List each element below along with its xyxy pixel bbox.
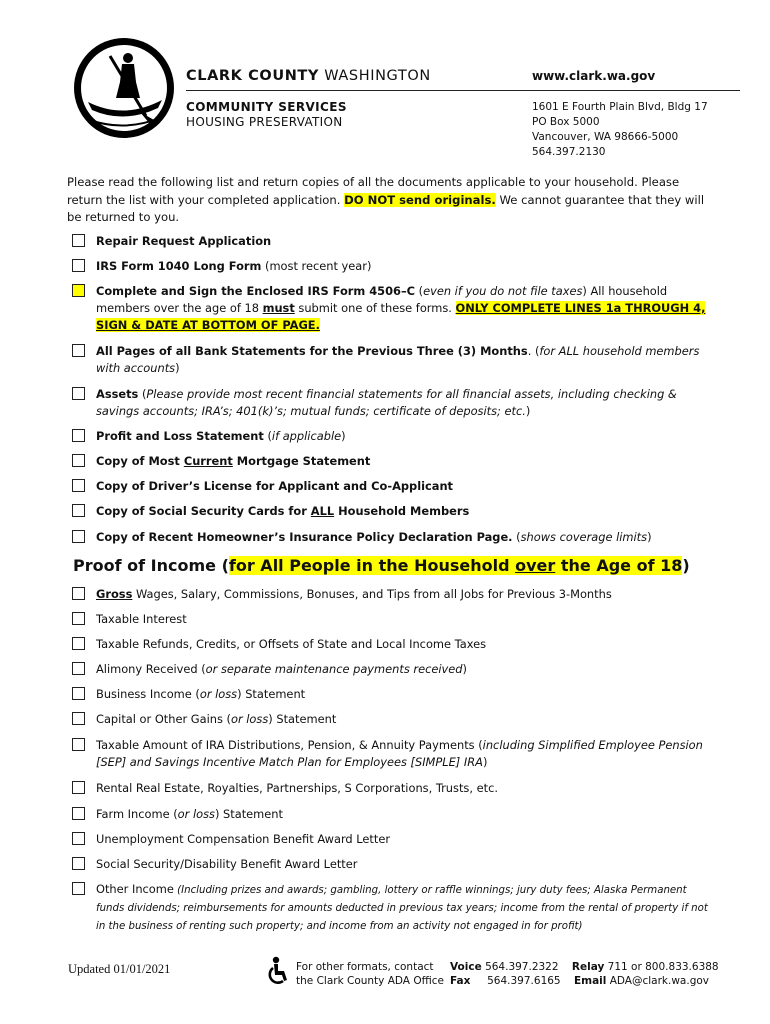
checkbox[interactable] (72, 857, 85, 870)
checkbox[interactable] (72, 504, 85, 517)
checkbox[interactable] (72, 479, 85, 492)
checkbox[interactable] (72, 807, 85, 820)
checkbox[interactable] (72, 738, 85, 751)
list-item: Unemployment Compensation Benefit Award Letter (72, 831, 712, 848)
checkbox[interactable] (72, 344, 85, 357)
checkbox[interactable] (72, 637, 85, 650)
list-item: All Pages of all Bank Statements for the Previous Three (3) Months. (for ALL household members with accounts) (72, 343, 712, 377)
division-name: HOUSING PRESERVATION (186, 115, 343, 129)
header-rule (186, 90, 740, 91)
checkbox[interactable] (72, 712, 85, 725)
list-item: Copy of Most Current Mortgage Statement (72, 453, 712, 470)
checkbox[interactable] (72, 284, 85, 297)
checkbox[interactable] (72, 612, 85, 625)
website[interactable]: www.clark.wa.gov (532, 69, 656, 83)
list-item: Profit and Loss Statement (if applicable) (72, 428, 712, 445)
list-item: Rental Real Estate, Royalties, Partnerships, S Corporations, Trusts, etc. (72, 780, 712, 797)
list-item: Other Income (Including prizes and awards; gambling, lottery or raffle winnings; jury duty fees; Alaska Permanent funds dividends; reimbursements for amounts deducted in previous tax years; income from the rental of property if not in the business of renting such property; and income from an activity not engaged in for profit) (72, 881, 712, 935)
list-item: Farm Income (or loss) Statement (72, 806, 712, 823)
checkbox[interactable] (72, 454, 85, 467)
list-item: Gross Wages, Salary, Commissions, Bonuses, and Tips from all Jobs for Previous 3-Months (72, 586, 712, 603)
list-item: Assets (Please provide most recent financial statements for all financial assets, including checking & savings accounts; IRA’s; 401(k)’s; mutual funds; certificate of deposits; etc.) (72, 386, 712, 420)
list-item: IRS Form 1040 Long Form (most recent year) (72, 258, 712, 275)
list-item: Business Income (or loss) Statement (72, 686, 712, 703)
list-item: Taxable Refunds, Credits, or Offsets of State and Local Income Taxes (72, 636, 712, 653)
list-item: Taxable Amount of IRA Distributions, Pension, & Annuity Payments (including Simplified Employee Pension [SEP] and Savings Incentive Match Plan for Employees [SIMPLE] IRA) (72, 737, 712, 771)
checkbox[interactable] (72, 832, 85, 845)
updated-date: Updated 01/01/2021 (68, 962, 171, 976)
list-item: Copy of Driver’s License for Applicant and Co-Applicant (72, 478, 712, 495)
department-name: COMMUNITY SERVICES (186, 100, 347, 114)
list-item: Copy of Recent Homeowner’s Insurance Policy Declaration Page. (shows coverage limits) (72, 529, 712, 546)
ada-contact-text: For other formats, contact the Clark County ADA Office (296, 961, 444, 987)
checkbox[interactable] (72, 687, 85, 700)
list-item: Taxable Interest (72, 611, 712, 628)
list-item: Complete and Sign the Enclosed IRS Form 4506–C (even if you do not file taxes) All household members over the age of 18 must submit one of these forms. ONLY COMPLETE LINES 1a THROUGH 4, SIGN & DATE AT BOTTOM OF PAGE. (72, 283, 712, 334)
list-item: Copy of Social Security Cards for ALL Household Members (72, 503, 712, 520)
checkbox[interactable] (72, 882, 85, 895)
list-item: Alimony Received (or separate maintenance payments received) (72, 661, 712, 678)
checkbox[interactable] (72, 530, 85, 543)
checkbox[interactable] (72, 429, 85, 442)
list-item: Repair Request Application (72, 233, 712, 250)
intro-paragraph: Please read the following list and return copies of all the documents applicable to your household. Please return the list with your completed application. DO NOT send originals. We cannot guarantee that they will be returned to you. (67, 175, 705, 224)
checkbox[interactable] (72, 259, 85, 272)
checkbox[interactable] (72, 587, 85, 600)
checkbox[interactable] (72, 662, 85, 675)
checkbox[interactable] (72, 387, 85, 400)
accessibility-icon (264, 956, 292, 986)
checkbox[interactable] (72, 234, 85, 247)
contact-info: Voice 564.397.2322 Relay 711 or 800.833.6388 Fax 564.397.6165 Email ADA@clark.wa.gov (450, 961, 719, 987)
list-item: Capital or Other Gains (or loss) Statement (72, 711, 712, 728)
address-block: 1601 E Fourth Plain Blvd, Bldg 17 PO Box 5000 Vancouver, WA 98666-5000 564.397.2130 (532, 101, 708, 158)
checkbox[interactable] (72, 781, 85, 794)
clark-county-logo (70, 36, 178, 140)
section-heading: Proof of Income (for All People in the Household over the Age of 18) (73, 556, 690, 575)
list-item: Social Security/Disability Benefit Award Letter (72, 856, 712, 873)
county-name: CLARK COUNTY WASHINGTON (186, 68, 431, 84)
